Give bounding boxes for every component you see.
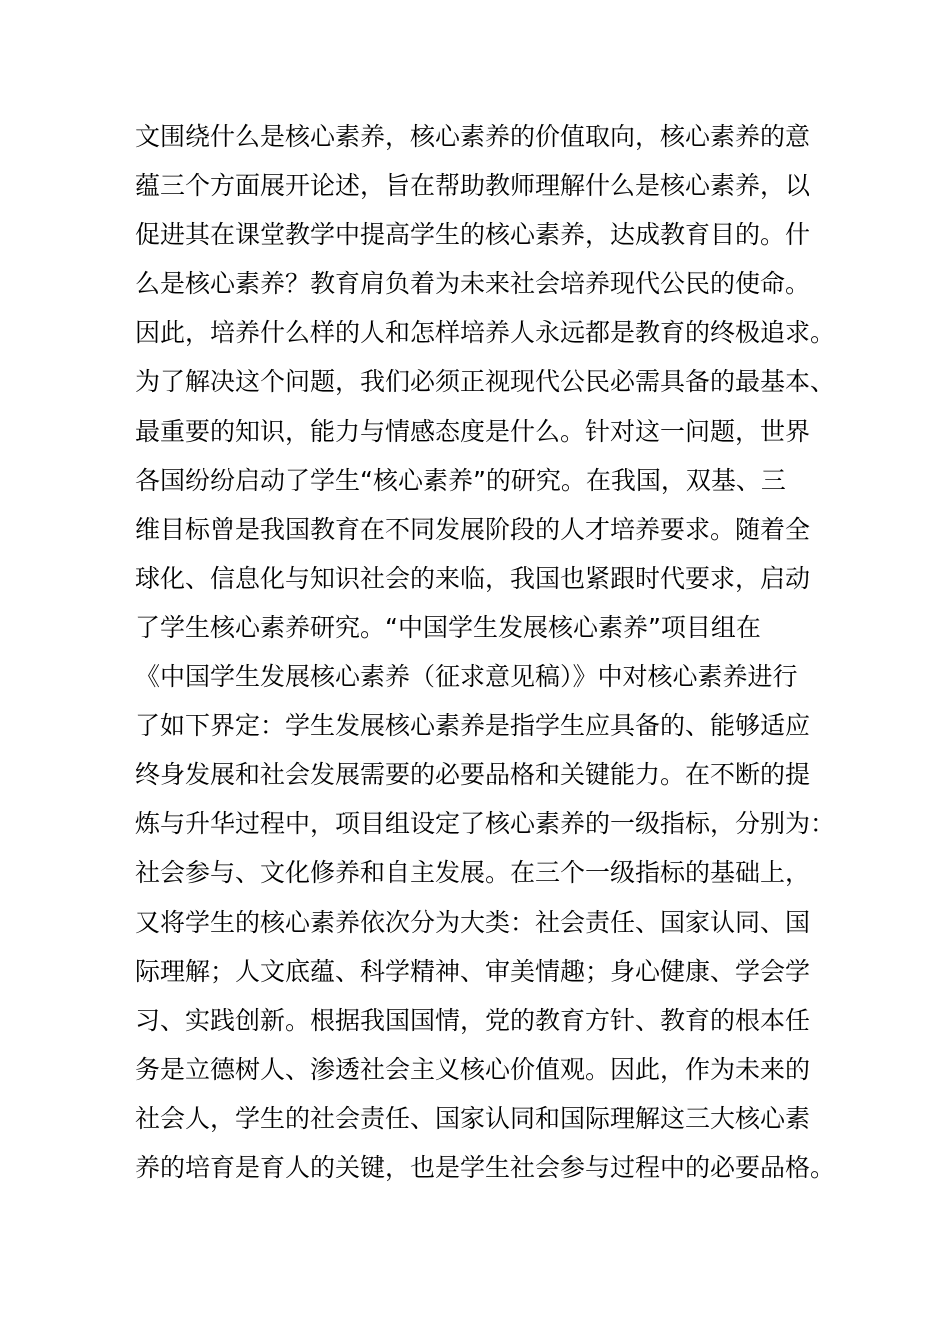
- text-line: 社会参与、文化修养和自主发展。在三个一级指标的基础上，: [135, 858, 811, 888]
- text-line: 又将学生的核心素养依次分为大类：社会责任、国家认同、国: [135, 907, 811, 937]
- text-line: 维目标曾是我国教育在不同发展阶段的人才培养要求。随着全: [135, 514, 811, 544]
- text-line: 社会人，学生的社会责任、国家认同和国际理解这三大核心素: [135, 1103, 811, 1133]
- text-line: 文围绕什么是核心素养，核心素养的价值取向，核心素养的意: [135, 122, 811, 151]
- text-line: 务是立德树人、渗透社会主义核心价值观。因此，作为未来的: [135, 1054, 811, 1084]
- text-line: 养的培育是育人的关键，也是学生社会参与过程中的必要品格。: [135, 1152, 836, 1182]
- text-line: 球化、信息化与知识社会的来临，我国也紧跟时代要求，启动: [135, 563, 811, 593]
- text-line: 终身发展和社会发展需要的必要品格和关键能力。在不断的提: [135, 760, 811, 790]
- text-line: 为了解决这个问题，我们必须正视现代公民必需具备的最基本、: [135, 367, 836, 397]
- text-line: 了如下界定：学生发展核心素养是指学生应具备的、能够适应: [135, 711, 811, 741]
- text-line: 因此，培养什么样的人和怎样培养人永远都是教育的终极追求。: [135, 318, 836, 348]
- text-line: 了学生核心素养研究。“中国学生发展核心素养”项目组在: [135, 612, 761, 642]
- text-line: 蕴三个方面展开论述，旨在帮助教师理解什么是核心素养，以: [135, 171, 811, 201]
- text-line: 炼与升华过程中，项目组设定了核心素养的一级指标，分别为：: [135, 809, 836, 839]
- text-line: 各国纷纷启动了学生“核心素养”的研究。在我国，双基、三: [135, 465, 786, 495]
- text-line: 促进其在课堂教学中提高学生的核心素养，达成教育目的。什: [135, 220, 811, 250]
- text-line: 际理解；人文底蕴、科学精神、审美情趣；身心健康、学会学: [135, 956, 811, 986]
- text-line: 最重要的知识，能力与情感态度是什么。针对这一问题，世界: [135, 416, 811, 446]
- text-line: 么是核心素养？教育肩负着为未来社会培养现代公民的使命。: [135, 269, 811, 299]
- body-paragraph: [135, 112, 835, 1192]
- text-line: 习、实践创新。根据我国国情，党的教育方针、教育的根本任: [135, 1005, 811, 1035]
- text-line: 《中国学生发展核心素养（征求意见稿）》中对核心素养进行: [135, 662, 798, 692]
